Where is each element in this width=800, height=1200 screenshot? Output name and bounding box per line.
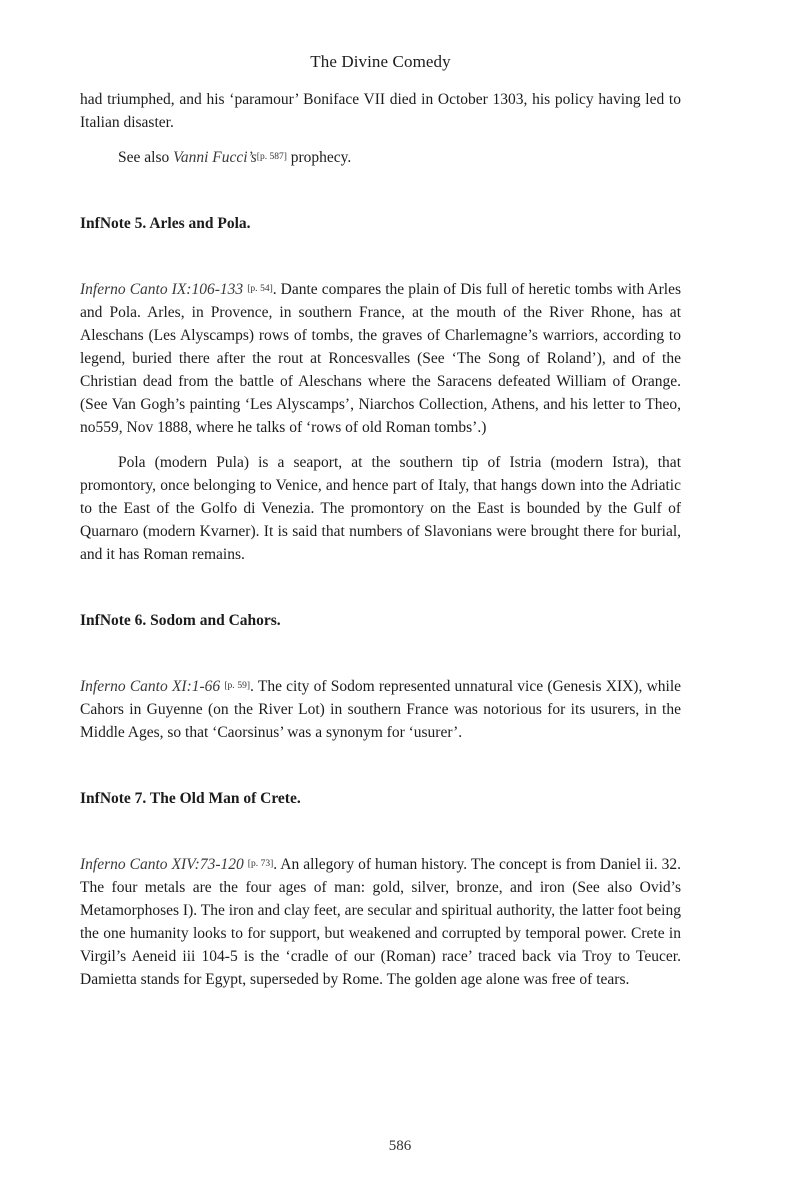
page-body (80, 52, 681, 991)
continuation-paragraph: had triumphed, and his ‘paramour’ Boniface VII died in October 1303, his policy having led to Italian disaster. (80, 91, 681, 131)
page-number: 586 (388, 1138, 412, 1154)
note-6-body (80, 675, 681, 744)
note-5-heading: InfNote 5. Arles and Pola. (80, 215, 251, 232)
note-5-text: . Dante compares the plain of Dis full of heretic tombs with Arles and Pola. Arles, in Provence, in southern France, at the mouth of the River Rhone, has at Aleschans (Les Alyscamps) rows of tombs, the graves of Charlemagne’s warriors, according to legend, buried there after the rout at Roncesvalles (See ‘The Song of Roland’), and of the Christian dead from the battle of Aleschans where the Saracens defeated William of Orange. (See Van Gogh’s painting ‘Les Alyscamps’, Niarchos Collection, Athens, and his letter to Theo, no559, Nov 1888, where he talks of ‘rows of old Roman tombs’.) (80, 281, 682, 436)
running-title: The Divine Comedy (310, 52, 451, 71)
note-5-pola-paragraph: Pola (modern Pula) is a seaport, at the southern tip of Istria (modern Istra), that promontory, once belonging to Venice, and hence part of Italy, that hangs down into the Adriatic to the East of the Golfo di Venezia. The promontory on the East is bounded by the Gulf of Quarnaro (modern Kvarner). It is said that numbers of Slavonians were brought there for burial, and it has Roman remains. (80, 454, 681, 563)
note-6-citation[interactable]: Inferno Canto XI:1-66 (80, 678, 221, 695)
vanni-fucci-link[interactable]: Vanni Fucci’s (173, 149, 257, 166)
note-7-body (80, 853, 681, 991)
note-6-heading: InfNote 6. Sodom and Cahors. (80, 612, 281, 629)
page-ref-587[interactable]: [p. 587] (256, 152, 287, 162)
see-also-tail: prophecy. (286, 149, 352, 166)
note-6-text: . The city of Sodom represented unnatural vice (Genesis XIX), while Cahors in Guyenne (on the River Lot) in southern France was notorious for its usurers, in the Middle Ages, so that ‘Caorsinus’ was a synonym for ‘usurer’. (80, 678, 681, 741)
note-5-body (80, 278, 681, 439)
note-5-page-ref[interactable]: [p. 54] (247, 284, 273, 294)
note-7-heading: InfNote 7. The Old Man of Crete. (80, 790, 301, 807)
note-5-citation[interactable]: Inferno Canto IX:106-133 (80, 281, 244, 298)
see-also-paragraph (80, 146, 681, 169)
note-6-page-ref[interactable]: [p. 59] (224, 681, 251, 691)
see-also-text: See also (118, 149, 174, 166)
note-7-citation[interactable]: Inferno Canto XIV:73-120 (80, 856, 244, 873)
note-7-text: . An allegory of human history. The concept is from Daniel ii. 32. The four metals are the four ages of man: gold, silver, bronze, and iron (See also Ovid’s Metamorphoses I). The iron and clay feet, are secular and spiritual authority, the latter foot being the one humanity looks to for support, but weakened and corrupted by temporal power. Crete in Virgil’s Aeneid iii 104-5 is the ‘cradle of our (Roman) race’ traced back via Troy to Teucer. Damietta stands for Egypt, superseded by Rome. The golden age alone was free of tears. (80, 856, 681, 988)
note-7-page-ref[interactable]: [p. 73] (247, 859, 274, 869)
